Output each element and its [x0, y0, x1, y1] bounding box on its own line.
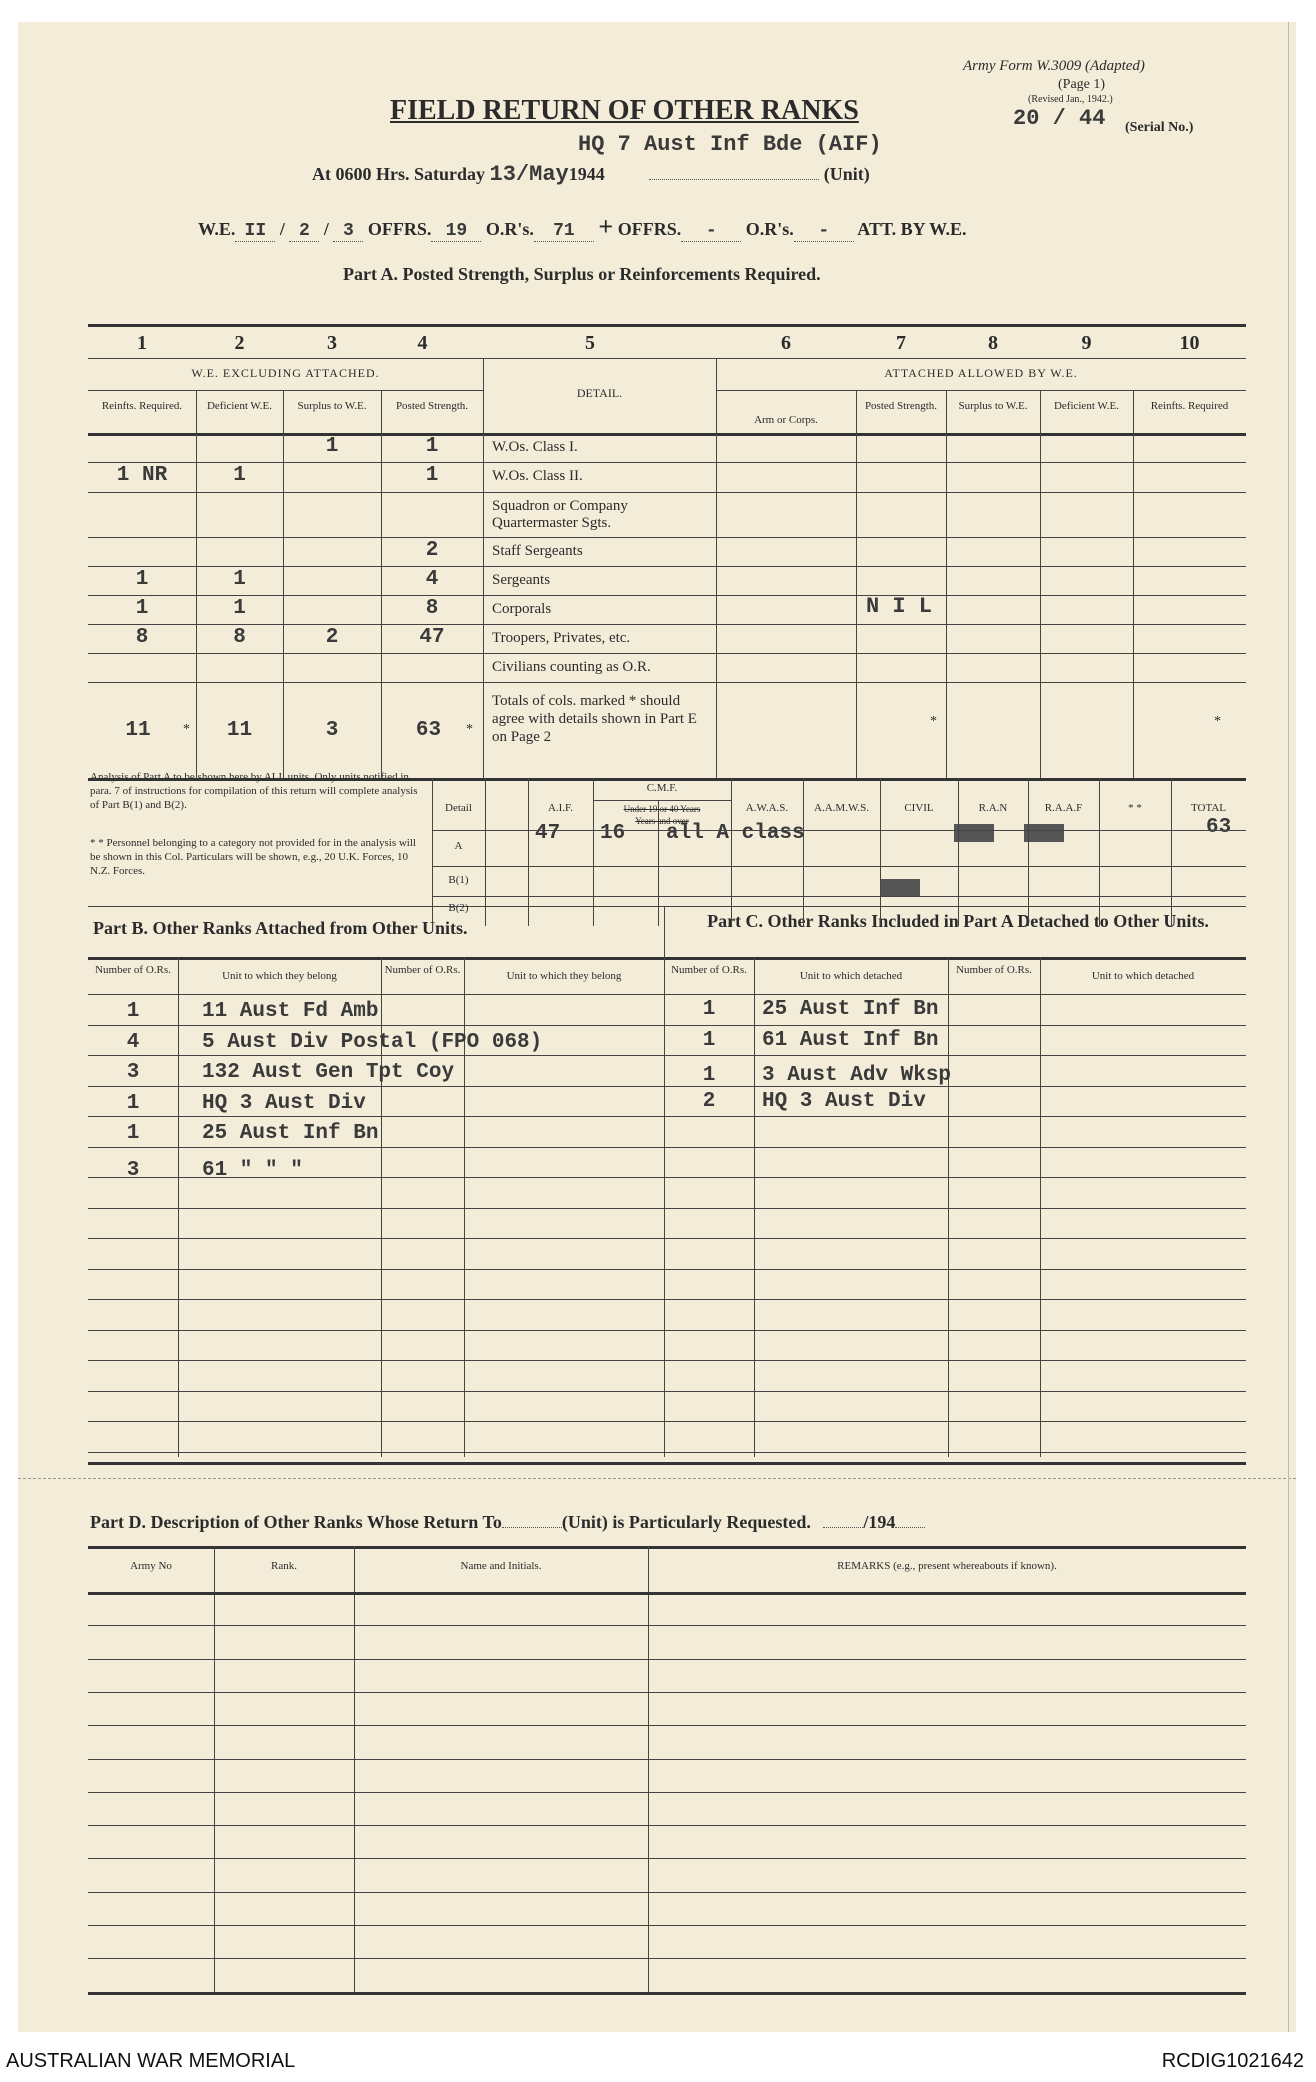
- part-d-title-2: (Unit) is Particularly Requested.: [561, 1512, 811, 1532]
- row-deficient: 8: [233, 625, 246, 649]
- column-number-1: 1: [137, 332, 147, 354]
- redaction-ran: [954, 824, 994, 842]
- rule-line: [88, 462, 1246, 463]
- rule-line: [88, 1759, 1246, 1760]
- row-reinfts: 8: [135, 625, 149, 649]
- part-b-row-number: 4: [126, 1030, 140, 1054]
- part-b-row-unit: 25 Aust Inf Bn: [202, 1122, 379, 1145]
- column-line: [1133, 390, 1134, 778]
- row-deficient: 1: [233, 567, 246, 591]
- rule-line: [88, 1269, 1246, 1270]
- rule-line: [88, 778, 1246, 781]
- row-reinfts: 1 NR: [116, 464, 168, 487]
- rule-line: [88, 1116, 1246, 1117]
- totals-posted: 63: [415, 719, 442, 742]
- analysis-header-ran: R.A.N: [978, 802, 1008, 814]
- row-posted: 8: [425, 596, 439, 620]
- rule-line: [88, 1055, 1246, 1056]
- part-b-col-unit-2: Unit to which they belong: [506, 970, 622, 982]
- part-c-col-unit-2: Unit to which detached: [1091, 970, 1195, 982]
- rule-line: [88, 1825, 1246, 1826]
- part-c-col-unit: Unit to which detached: [799, 970, 903, 982]
- rule-line: [88, 1725, 1246, 1726]
- row-detail: W.Os. Class II.: [492, 468, 583, 484]
- analysis-header-detail: Detail: [445, 802, 472, 814]
- part-b-row-unit: 132 Aust Gen Tpt Coy: [202, 1061, 455, 1084]
- rule-line: [88, 1147, 1246, 1148]
- analysis-header-total: TOTAL: [1191, 802, 1226, 814]
- rule-line: [88, 1592, 1246, 1595]
- column-line: [483, 358, 484, 778]
- row-posted: 4: [425, 567, 439, 591]
- part-b-row-unit: 11 Aust Fd Amb: [202, 1000, 379, 1023]
- column-number-3: 3: [327, 332, 337, 354]
- part-c-row-number: 1: [702, 1028, 716, 1052]
- att-by-label: ATT. BY W.E.: [857, 219, 967, 239]
- unit-label: (Unit): [823, 164, 870, 184]
- row-detail: Squadron or Company Quartermaster Sgts.: [492, 498, 628, 531]
- star-reinfts-left: *: [183, 722, 190, 737]
- analysis-cmf-sub-1: Under 19 or 40 Years: [623, 804, 701, 814]
- part-d-col-2: Rank.: [271, 1560, 297, 1572]
- analysis-header-aamws: A.A.M.W.S.: [814, 802, 869, 814]
- rule-line: [88, 1208, 1246, 1209]
- analysis-header-aif: A.I.F.: [547, 802, 574, 814]
- part-b-row-number: 3: [126, 1158, 140, 1182]
- footer-id: RCDIG1021642: [1161, 2050, 1304, 2072]
- part-c-col-number-2: Number of O.Rs.: [956, 964, 1032, 976]
- row-reinfts: 1: [135, 567, 149, 591]
- totals-detail: Totals of cols. marked * should agree with details shown in Part E on Page 2: [492, 693, 697, 745]
- analysis-header-cmf: C.M.F.: [646, 782, 678, 794]
- rule-line: [88, 1462, 1246, 1465]
- column-line: [731, 778, 732, 926]
- rule-line: [88, 1330, 1246, 1331]
- part-b-title: Part B. Other Ranks Attached from Other Units.: [93, 918, 468, 938]
- redaction-civil: [880, 879, 920, 897]
- we-line: W.E. II / 2 / 3 OFFRS. 19 O.R's. 71 + OFFRS. - O.R's. - ATT. BY W.E.: [198, 212, 967, 241]
- column-line: [1040, 390, 1041, 778]
- rule-line: [88, 492, 1246, 493]
- footer-source: AUSTRALIAN WAR MEMORIAL: [6, 2050, 296, 2072]
- rule-line: [88, 1958, 1246, 1959]
- row-detail: Corporals: [492, 601, 552, 617]
- row-deficient: 1: [233, 596, 246, 620]
- row-posted: 47: [419, 625, 445, 649]
- analysis-note-2: * * Personnel belonging to a category not provided for in the analysis will be shown in this Col. Particulars will be shown, e.g., 20 U.K. Forces, 10 N.Z. Forces.: [90, 837, 416, 877]
- rule-line: [88, 537, 1246, 538]
- rule-line: [88, 1391, 1246, 1392]
- group-left-header: W.E. EXCLUDING ATTACHED.: [191, 366, 380, 380]
- column-line: [1099, 778, 1100, 926]
- part-d-col-4: REMARKS (e.g., present whereabouts if known).: [837, 1560, 1057, 1572]
- column-header-left-2: Deficient W.E.: [206, 400, 273, 412]
- column-line: [946, 390, 947, 778]
- rule-line: [88, 994, 1246, 995]
- part-b-row-unit: HQ 3 Aust Div: [202, 1091, 366, 1115]
- form-id-text: Army Form W.3009: [963, 58, 1082, 74]
- rule-line: [432, 830, 1246, 831]
- row-deficient: 1: [233, 464, 246, 487]
- rule-line: [88, 1659, 1246, 1660]
- part-d-col-1: Army No: [130, 1560, 172, 1572]
- column-line: [880, 778, 881, 926]
- part-b-col-number: Number of O.Rs.: [95, 964, 171, 976]
- star-reinfts: *: [1214, 714, 1221, 729]
- part-c-title: Part C. Other Ranks Included in Part A Detached to Other Units.: [707, 911, 1209, 931]
- page-number: (Page 1): [1058, 77, 1106, 92]
- analysis-row-label: A: [454, 840, 463, 852]
- analysis-header-raaf: R.A.A.F: [1044, 802, 1083, 814]
- part-c-row-unit: 3 Aust Adv Wksp: [762, 1064, 952, 1087]
- column-header-right-2: Posted Strength.: [864, 400, 938, 412]
- nil-typed: N I L: [866, 594, 933, 619]
- form-id: [963, 58, 1145, 75]
- rule-line: [88, 1452, 1246, 1453]
- att-ors-value: -: [794, 221, 854, 242]
- part-c-row-number: 2: [702, 1089, 716, 1113]
- we-label: W.E.: [198, 219, 236, 239]
- row-reinfts: 1: [135, 596, 149, 620]
- analysis-note-typed: all A class: [666, 822, 805, 845]
- part-c-row-unit: 61 Aust Inf Bn: [762, 1028, 939, 1052]
- att-offrs-value: -: [681, 221, 741, 242]
- star-posted-left: *: [466, 722, 473, 737]
- column-line: [485, 778, 486, 926]
- column-line: [1171, 778, 1172, 926]
- we-value-1: II: [235, 221, 275, 242]
- analysis-header-other: * *: [1128, 802, 1142, 814]
- column-header-right-3: Surplus to W.E.: [958, 400, 1028, 412]
- part-a-title: Part A. Posted Strength, Surplus or Reinforcements Required.: [343, 264, 821, 284]
- column-line: [1028, 778, 1029, 926]
- part-c-row-unit: HQ 3 Aust Div: [762, 1089, 926, 1113]
- rule-line: [432, 896, 1246, 897]
- rule-line: [88, 1299, 1246, 1300]
- column-number-2: 2: [234, 332, 245, 354]
- analysis-header-civil: CIVIL: [904, 802, 934, 814]
- column-header-right-1: Arm or Corps.: [754, 414, 818, 426]
- rule-line: [88, 1858, 1246, 1859]
- rule-line: [432, 866, 1246, 867]
- column-line: [803, 778, 804, 926]
- rule-line: [88, 1692, 1246, 1693]
- at-text: At 0600 Hrs. Saturday: [312, 164, 486, 184]
- part-b-row-unit: 5 Aust Div Postal (FPO 068): [202, 1030, 543, 1054]
- part-b-row-number: 1: [126, 1000, 140, 1023]
- rule-line: [88, 1360, 1246, 1361]
- rule-line: [88, 653, 1246, 654]
- row-surplus: 1: [325, 434, 339, 458]
- detail-header: DETAIL.: [576, 386, 623, 400]
- part-d-title-line: [90, 1512, 925, 1533]
- column-number-6: 6: [781, 332, 791, 354]
- part-b-row-number: 1: [126, 1091, 140, 1115]
- page-title: FIELD RETURN OF OTHER RANKS: [390, 95, 859, 126]
- year-printed: 1944: [568, 164, 605, 184]
- analysis-note-1: Analysis of Part A to be shown here by ALL units. Only units notified in para. 7 of instructions for compilation of this return will complete analysis of Part B(1) and B(2).: [90, 771, 418, 811]
- serial-label: (Serial No.): [1125, 120, 1194, 135]
- rule-line: [88, 1546, 1246, 1549]
- we-value-2: 2: [289, 221, 319, 242]
- ors-value: 71: [534, 221, 594, 242]
- form-page: [18, 22, 1296, 2032]
- column-number-9: 9: [1081, 332, 1092, 354]
- column-number-4: 4: [417, 332, 428, 354]
- part-c-row-unit: 25 Aust Inf Bn: [762, 998, 939, 1021]
- analysis-cmf-sub-2: Years and over: [635, 816, 689, 826]
- column-line: [664, 906, 665, 1457]
- part-c-col-number: Number of O.Rs.: [671, 964, 747, 976]
- offrs-value: 19: [431, 221, 481, 242]
- rule-line: [88, 1625, 1246, 1626]
- att-ors-label: O.R's.: [745, 219, 794, 239]
- column-header-right-4: Deficient W.E.: [1053, 400, 1120, 412]
- rule-line: [88, 1892, 1246, 1893]
- analysis-aif-value: 47: [535, 822, 561, 845]
- part-d-col-3: Name and Initials.: [460, 1560, 542, 1572]
- revised-date: (Revised Jan., 1942.): [1028, 94, 1113, 105]
- ors-label: O.R's.: [485, 219, 534, 239]
- column-number-7: 7: [896, 332, 906, 354]
- row-posted: 2: [425, 538, 439, 562]
- totals-surplus: 3: [325, 719, 339, 742]
- analysis-cmf-value: 16: [600, 822, 626, 845]
- date-typed: 13/May: [489, 162, 569, 187]
- rule-line: [88, 1925, 1246, 1926]
- att-offrs-label: OFFRS.: [617, 219, 682, 239]
- plus-sign: +: [598, 212, 614, 241]
- star-posted: *: [930, 714, 937, 729]
- row-detail: Sergeants: [492, 572, 551, 588]
- row-detail: Troopers, Privates, etc.: [492, 630, 631, 646]
- rule-line: [88, 1238, 1246, 1239]
- part-b-row-number: 1: [126, 1122, 140, 1145]
- part-c-row-number: 1: [702, 1064, 716, 1087]
- row-posted: 1: [425, 434, 439, 458]
- column-line: [958, 778, 959, 926]
- rule-line: [88, 682, 1246, 683]
- part-b-col-number-2: Number of O.Rs.: [384, 964, 461, 976]
- column-header-left-4: Posted Strength.: [395, 400, 469, 412]
- at-time-label: [312, 162, 870, 187]
- form-adapted: (Adapted): [1084, 58, 1145, 74]
- totals-deficient: 11: [226, 719, 253, 742]
- column-line: [856, 390, 857, 778]
- serial-number: 20 / 44: [1013, 106, 1106, 131]
- part-b-row-unit: 61 " " ": [202, 1158, 303, 1182]
- analysis-row-label: B(1): [448, 874, 469, 886]
- column-number-10: 10: [1179, 332, 1200, 354]
- rule-line: [88, 1992, 1246, 1995]
- column-header-left-3: Surplus to W.E.: [297, 400, 367, 412]
- offrs-label: OFFRS.: [367, 219, 432, 239]
- redaction-raaf: [1024, 824, 1064, 842]
- we-value-3: 3: [333, 221, 363, 242]
- part-b-row-number: 3: [126, 1061, 140, 1084]
- row-detail: W.Os. Class I.: [492, 439, 578, 455]
- row-surplus: 2: [325, 625, 339, 649]
- row-detail: Civilians counting as O.R.: [492, 659, 651, 675]
- totals-reinfts: 11: [125, 719, 151, 742]
- group-right-header: ATTACHED ALLOWED BY W.E.: [884, 366, 1078, 380]
- unit-typed: HQ 7 Aust Inf Bde (AIF): [578, 132, 882, 157]
- row-detail: Staff Sergeants: [492, 543, 583, 559]
- part-b-col-unit: Unit to which they belong: [222, 970, 337, 982]
- rule-line: [593, 800, 731, 801]
- analysis-row-label: B(2): [448, 902, 469, 914]
- part-c-row-number: 1: [702, 998, 716, 1021]
- row-posted: 1: [425, 464, 439, 487]
- analysis-header-awas: A.W.A.S.: [745, 802, 789, 814]
- column-number-8: 8: [988, 332, 998, 354]
- column-line: [528, 778, 529, 926]
- part-d-title: Part D. Description of Other Ranks Whose Return To: [90, 1512, 502, 1532]
- part-d-date: /194: [863, 1512, 896, 1532]
- rule-line: [88, 1421, 1246, 1422]
- analysis-total-value: 63: [1206, 816, 1232, 839]
- rule-line: [88, 1025, 1246, 1026]
- column-header-left-1: Reinfts. Required.: [101, 400, 183, 412]
- column-number-5: 5: [585, 332, 595, 354]
- rule-line: [88, 1792, 1246, 1793]
- column-header-right-5: Reinfts. Required: [1150, 400, 1229, 412]
